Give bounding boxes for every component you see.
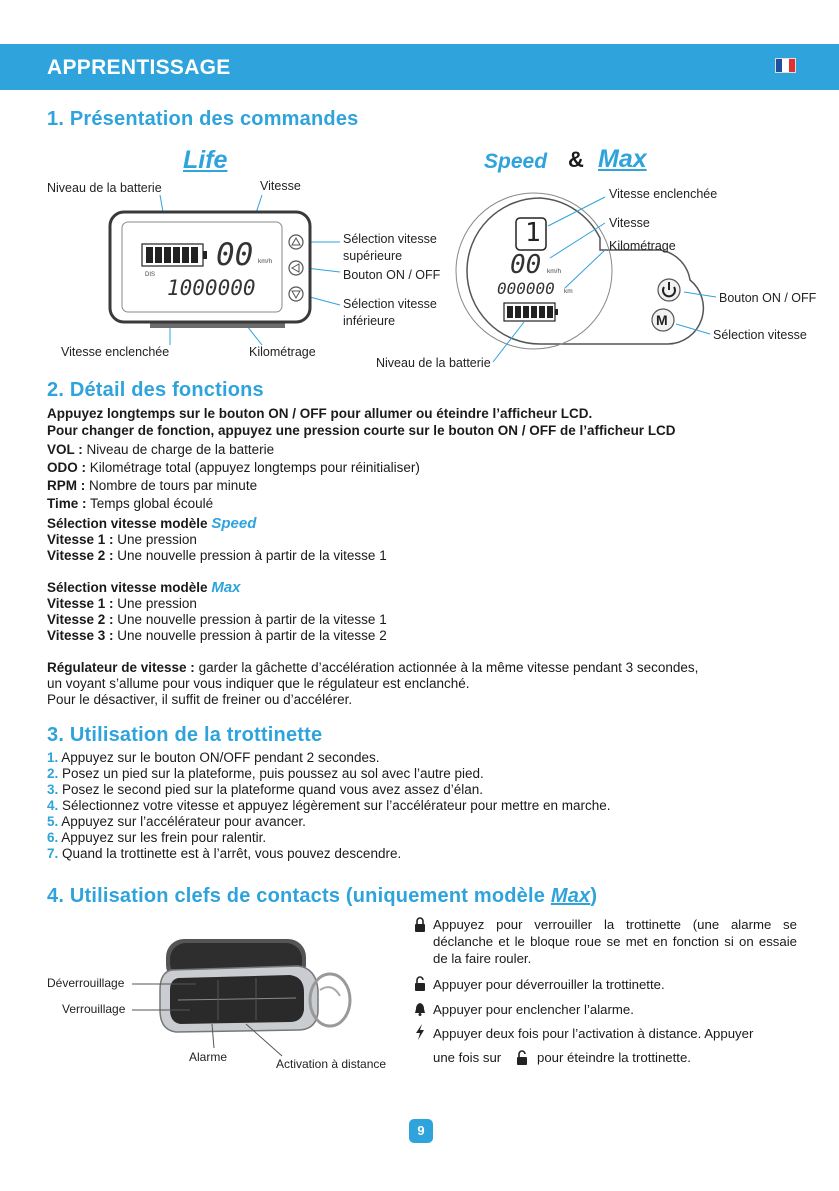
speedmax-speed-label: Vitesse <box>609 216 650 230</box>
instruction-remote-1: Appuyer deux fois pour l’activation à distance. Appuyer <box>433 1026 754 1041</box>
speed-model-item-1: Vitesse 1 : Une pression <box>47 532 197 547</box>
life-odo-readout: 1000000 <box>167 276 256 300</box>
life-battery-label: Niveau de la batterie <box>47 181 162 195</box>
life-speed-label: Vitesse <box>260 179 301 193</box>
bell-icon <box>414 1002 426 1016</box>
instruction-unlock: Appuyer pour déverrouiller la trottinette. <box>433 977 665 992</box>
speedmax-km-label: Kilométrage <box>609 239 676 253</box>
def-vol: VOL : Niveau de charge de la batterie <box>47 442 275 457</box>
page-title: APPRENTISSAGE <box>47 56 231 79</box>
def-rpm: RPM : Nombre de tours par minute <box>47 478 258 493</box>
max-model-item-1: Vitesse 1 : Une pression <box>47 596 197 611</box>
life-up-label-1: Sélection vitesse <box>343 232 437 246</box>
cruise-line-1: Régulateur de vitesse : garder la gâchette d’accélération actionnée à la même vitesse pendant 3 secondes, <box>47 660 699 675</box>
section3-title: 3. Utilisation de la trottinette <box>47 724 323 746</box>
section2-title: 2. Détail des fonctions <box>47 379 264 401</box>
life-up-label-2: supérieure <box>343 249 403 263</box>
step-5: 5. Appuyez sur l’accélérateur pour avancer. <box>47 814 306 829</box>
speedmax-speed-unit: km/h <box>547 268 562 275</box>
step-6: 6. Appuyez sur les frein pour ralentir. <box>47 830 267 845</box>
step-1: 1. Appuyez sur le bouton ON/OFF pendant 2 secondes. <box>47 750 380 765</box>
step-4: 4. Sélectionnez votre vitesse et appuyez légèrement sur l’accélérateur pour mettre en marche. <box>47 798 611 813</box>
life-down-label-1: Sélection vitesse <box>343 297 437 311</box>
life-speed-readout: 00 <box>216 237 254 273</box>
max-model-item-2: Vitesse 2 : Une nouvelle pression à partir de la vitesse 1 <box>47 612 387 627</box>
cruise-line-2: un voyant s’allume pour vous indiquer que le régulateur est enclanché. <box>47 676 470 691</box>
intro-line-1: Appuyez longtemps sur le bouton ON / OFF pour allumer ou éteindre l’afficheur LCD. <box>47 406 593 421</box>
max-model-title: Sélection vitesse modèle Max <box>47 579 241 596</box>
intro-line-2: Pour changer de fonction, appuyez une pression courte sur le bouton ON / OFF de l’afficheur LCD <box>47 423 676 438</box>
max-model-item-3: Vitesse 3 : Une nouvelle pression à partir de la vitesse 2 <box>47 628 387 643</box>
instruction-lock: Appuyez pour verrouiller la trottinette (une alarme se déclanche et le bloque roue se met en fonction si on essaie de la faire rouler. <box>433 917 797 966</box>
instruction-remote-2b: pour éteindre la trottinette. <box>537 1050 691 1065</box>
lightning-icon <box>415 1024 425 1040</box>
def-odo: ODO : Kilométrage total (appuyez longtemps pour réinitialiser) <box>47 460 420 475</box>
section1-title: 1. Présentation des commandes <box>47 108 359 130</box>
max-logo-small: Max <box>211 579 241 596</box>
fob-remote-label: Activation à distance <box>276 1057 387 1071</box>
mode-button: M <box>656 312 668 328</box>
life-speed-unit: km/h <box>258 258 273 265</box>
instruction-alarm: Appuyer pour enclencher l’alarme. <box>433 1002 634 1017</box>
life-down-label-2: inférieure <box>343 314 396 328</box>
speedmax-onoff-label: Bouton ON / OFF <box>719 291 817 305</box>
def-time: Time : Temps global écoulé <box>47 496 214 511</box>
max-logo: Max <box>598 145 647 173</box>
fob-alarm-label: Alarme <box>189 1050 228 1064</box>
speedmax-battery-label: Niveau de la batterie <box>376 356 491 370</box>
speedmax-odo-readout: 000000 <box>497 279 555 298</box>
max-logo-title: Max <box>550 885 591 907</box>
instruction-remote-2a: une fois sur <box>433 1050 502 1065</box>
fob-unlock-label: Déverrouillage <box>47 976 125 990</box>
fob-lock-label: Verrouillage <box>62 1002 126 1016</box>
speed-model-item-2: Vitesse 2 : Une nouvelle pression à partir de la vitesse 1 <box>47 548 387 563</box>
step-3: 3. Posez le second pied sur la plateforme quand vous avez assez d’élan. <box>47 782 484 797</box>
speedmax-odo-unit: km <box>564 288 573 295</box>
life-gear-label: Vitesse enclenchée <box>61 345 170 359</box>
lock-closed-icon <box>414 917 426 933</box>
speedmax-select-label: Sélection vitesse <box>713 328 807 342</box>
lock-open-icon <box>414 976 426 992</box>
life-onoff-label: Bouton ON / OFF <box>343 268 441 282</box>
page-number: 9 <box>409 1119 433 1143</box>
section4-title: 4. Utilisation clefs de contacts (uniquement modèle Max) <box>47 885 598 907</box>
ampersand: & <box>568 147 584 172</box>
speedmax-speed-readout: 00 <box>510 250 542 280</box>
speedmax-gear-readout: 1 <box>525 218 541 248</box>
life-km-label: Kilométrage <box>249 345 316 359</box>
lock-open-small-icon <box>516 1050 528 1066</box>
life-logo: Life <box>183 146 228 174</box>
speed-logo: Speed <box>484 150 548 173</box>
speedmax-gear-label: Vitesse enclenchée <box>609 187 718 201</box>
speed-model-title: Sélection vitesse modèle Speed <box>47 515 257 532</box>
cruise-line-3: Pour le désactiver, il suffit de freiner ou d’accélérer. <box>47 692 353 707</box>
step-2: 2. Posez un pied sur la plateforme, puis poussez au sol avec l’autre pied. <box>47 766 484 781</box>
life-dis-label: DIS <box>145 272 156 278</box>
speed-logo-small: Speed <box>211 515 257 532</box>
step-7: 7. Quand la trottinette est à l’arrêt, vous pouvez descendre. <box>47 846 402 861</box>
